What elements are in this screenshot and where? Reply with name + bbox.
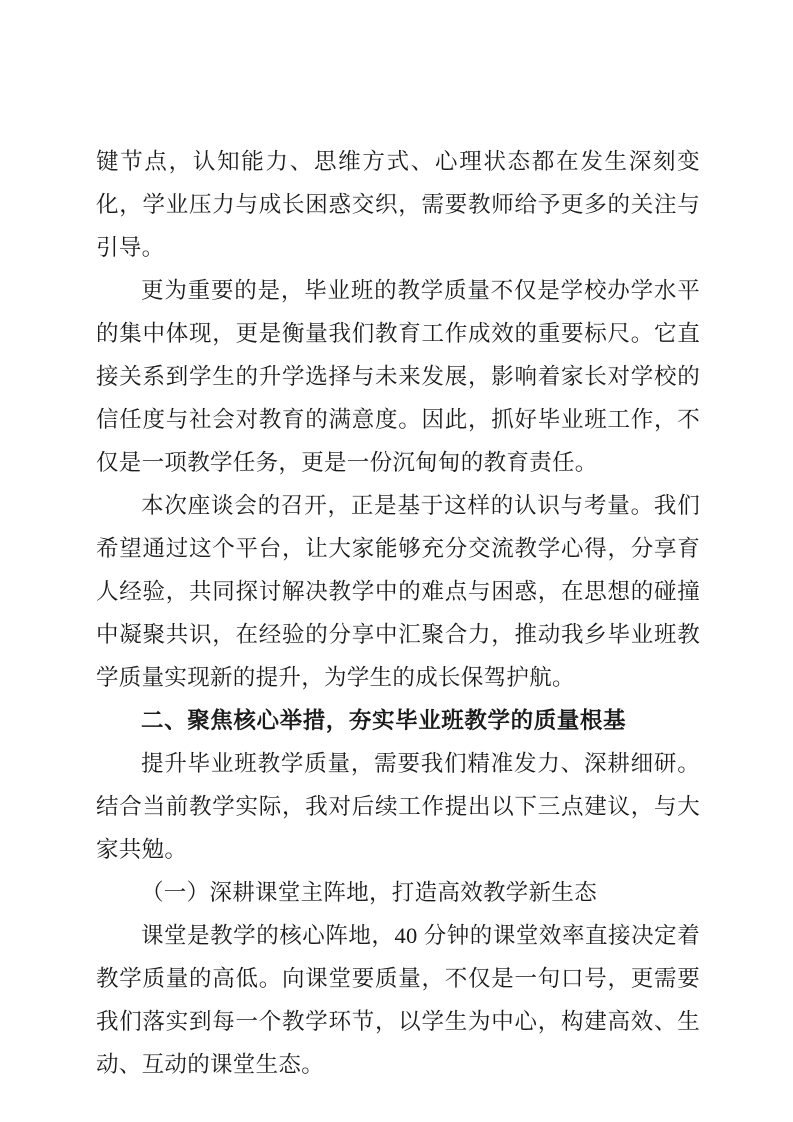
- paragraph-classroom: 课堂是教学的核心阵地，40 分钟的课堂效率直接决定着教学质量的高低。向课堂要质量，不仅是一句口号，更需要我们落实到每一个教学环节，以学生为中心，构建高效、生动、互动的课堂生态。: [96, 923, 700, 1077]
- subsection-heading-one: （一）深耕课堂主阵地，打造高效教学新生态: [141, 880, 598, 905]
- paragraph-suggestions-intro: 提升毕业班教学质量，需要我们精准发力、深耕细研。结合当前教学实际，我对后续工作提出以下三点建议，与大家共勉。: [96, 751, 700, 862]
- section-heading-two: 二、聚焦核心举措，夯实毕业班教学的质量根基: [141, 708, 627, 733]
- paragraph-continuation: 键节点，认知能力、思维方式、心理状态都在发生深刻变化，学业压力与成长困惑交织，需要教师给予更多的关注与引导。: [96, 149, 700, 260]
- document-body: [96, 140, 700, 1086]
- paragraph-importance: 更为重要的是，毕业班的教学质量不仅是学校办学水平的集中体现，更是衡量我们教育工作成效的重要标尺。它直接关系到学生的升学选择与未来发展，影响着家长对学校的信任度与社会对教育的满意度。因此，抓好毕业班工作，不仅是一项教学任务，更是一份沉甸甸的教育责任。: [96, 278, 700, 475]
- paragraph-meeting-purpose: 本次座谈会的召开，正是基于这样的认识与考量。我们希望通过这个平台，让大家能够充分交流教学心得，分享育人经验，共同探讨解决教学中的难点与困惑，在思想的碰撞中凝聚共识，在经验的分享中汇聚合力，推动我乡毕业班教学质量实现新的提升，为学生的成长保驾护航。: [96, 493, 700, 690]
